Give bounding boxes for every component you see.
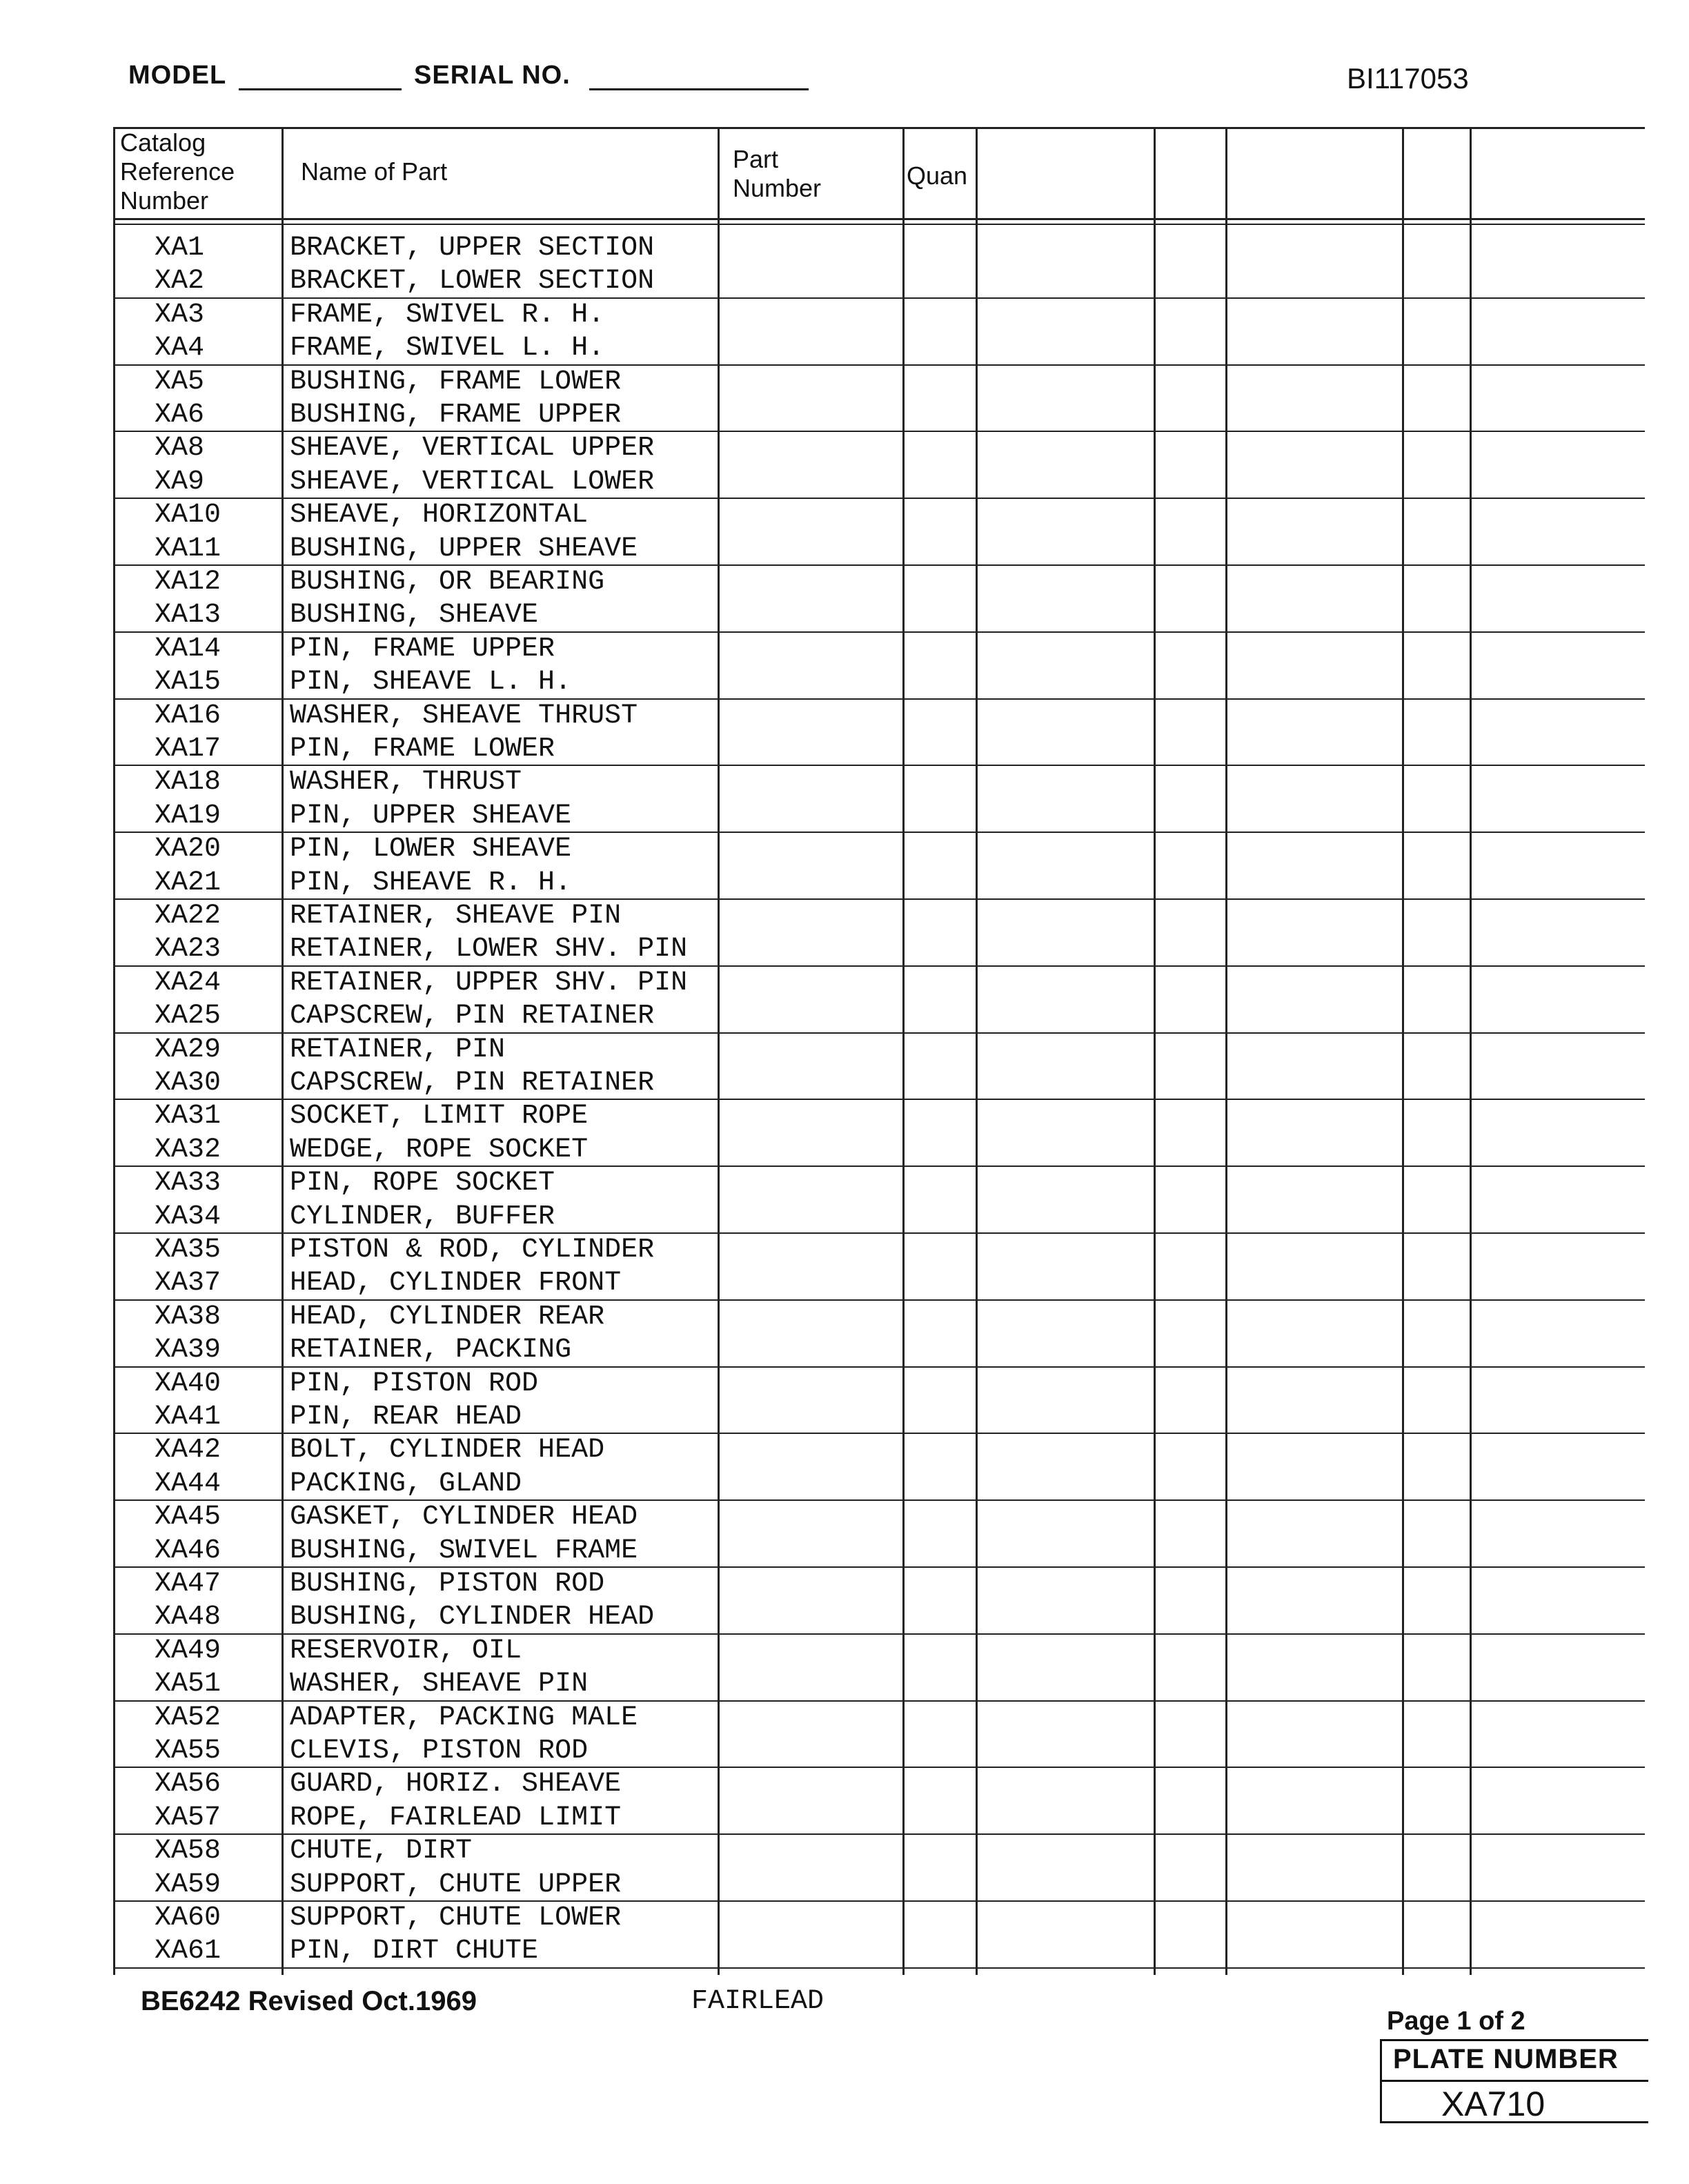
part-name-cell: PIN, FRAME LOWER: [290, 734, 555, 765]
part-name-cell: BUSHING, SHEAVE: [290, 600, 539, 631]
table-row: [113, 466, 803, 499]
part-name-cell: PIN, FRAME UPPER: [290, 633, 555, 665]
part-name-cell: WASHER, SHEAVE PIN: [290, 1669, 589, 1700]
table-row: [113, 1768, 803, 1801]
part-name-cell: BRACKET, LOWER SECTION: [290, 266, 655, 297]
table-row: [113, 733, 803, 766]
catalog-ref-cell: XA10: [155, 500, 221, 531]
column-header-part-number: Part Number: [733, 145, 822, 202]
part-name-cell: RETAINER, PIN: [290, 1034, 506, 1065]
part-name-cell: BUSHING, FRAME UPPER: [290, 400, 622, 431]
plate-number-value: XA710: [1441, 2085, 1545, 2123]
table-row: [113, 666, 803, 699]
column-divider: [1154, 128, 1156, 1975]
table-row: [113, 1902, 803, 1935]
table-row: [113, 833, 803, 866]
part-name-cell: ROPE, FAIRLEAD LIMIT: [290, 1802, 622, 1833]
table-row: [113, 366, 803, 399]
column-header-name-of-part: Name of Part: [301, 157, 448, 186]
table-row: [113, 499, 803, 532]
catalog-ref-cell: XA46: [155, 1535, 221, 1566]
table-row: [113, 1702, 803, 1735]
catalog-ref-cell: XA3: [155, 299, 205, 331]
part-name-cell: BOLT, CYLINDER HEAD: [290, 1435, 605, 1466]
table-row: [113, 1668, 803, 1701]
table-row: [113, 1935, 803, 1968]
catalog-ref-cell: XA11: [155, 533, 221, 564]
part-name-cell: FRAME, SWIVEL R. H.: [290, 299, 605, 331]
catalog-ref-cell: XA25: [155, 1001, 221, 1032]
column-divider: [1470, 128, 1472, 1975]
catalog-ref-cell: XA20: [155, 834, 221, 865]
catalog-ref-cell: XA44: [155, 1468, 221, 1499]
table-row: [113, 265, 803, 298]
catalog-ref-cell: XA57: [155, 1802, 221, 1833]
plate-number-box: [1380, 2039, 1648, 2123]
part-name-cell: SOCKET, LIMIT ROPE: [290, 1101, 589, 1132]
table-row: [113, 1267, 803, 1300]
catalog-ref-cell: XA47: [155, 1568, 221, 1600]
part-name-cell: RESERVOIR, OIL: [290, 1635, 522, 1666]
table-row: [113, 1368, 803, 1401]
table-row: [113, 1835, 803, 1868]
column-header-quantity: Quan: [907, 161, 968, 190]
part-name-cell: BUSHING, FRAME LOWER: [290, 366, 622, 397]
column-divider: [1225, 128, 1227, 1975]
table-row: [113, 1301, 803, 1334]
table-row: [113, 1869, 803, 1902]
catalog-ref-cell: XA32: [155, 1134, 221, 1165]
catalog-ref-cell: XA13: [155, 600, 221, 631]
part-name-cell: PIN, LOWER SHEAVE: [290, 834, 572, 865]
table-row: [113, 399, 803, 432]
part-name-cell: GUARD, HORIZ. SHEAVE: [290, 1769, 622, 1800]
table-row: [113, 800, 803, 833]
catalog-ref-cell: XA29: [155, 1034, 221, 1065]
catalog-ref-cell: XA58: [155, 1836, 221, 1867]
part-name-cell: GASKET, CYLINDER HEAD: [290, 1502, 638, 1533]
table-row: [113, 1568, 803, 1601]
catalog-ref-cell: XA33: [155, 1168, 221, 1199]
part-name-cell: CLEVIS, PISTON ROD: [290, 1735, 589, 1767]
table-row: [113, 633, 803, 666]
part-name-cell: PIN, DIRT CHUTE: [290, 1936, 539, 1967]
table-row: [113, 332, 803, 365]
form-revision: BE6242 Revised Oct.1969: [141, 1986, 477, 2016]
catalog-ref-cell: XA6: [155, 400, 205, 431]
catalog-ref-cell: XA24: [155, 967, 221, 998]
catalog-ref-cell: XA35: [155, 1234, 221, 1266]
model-blank[interactable]: [239, 88, 402, 90]
table-row: [113, 1100, 803, 1133]
catalog-ref-cell: XA21: [155, 867, 221, 898]
table-row: [113, 766, 803, 799]
catalog-ref-cell: XA37: [155, 1268, 221, 1299]
part-name-cell: HEAD, CYLINDER REAR: [290, 1301, 605, 1332]
table-row: [113, 566, 803, 599]
part-name-cell: PIN, SHEAVE R. H.: [290, 867, 572, 898]
table-row: [113, 1802, 803, 1835]
part-name-cell: PIN, ROPE SOCKET: [290, 1168, 555, 1199]
table-row: [113, 299, 803, 332]
part-name-cell: PISTON & ROD, CYLINDER: [290, 1234, 655, 1266]
catalog-ref-cell: XA19: [155, 800, 221, 832]
table-row: [113, 867, 803, 900]
part-name-cell: RETAINER, PACKING: [290, 1335, 572, 1366]
catalog-ref-cell: XA9: [155, 466, 205, 498]
column-divider: [976, 128, 978, 1975]
catalog-ref-cell: XA34: [155, 1201, 221, 1232]
catalog-ref-cell: XA15: [155, 667, 221, 698]
catalog-ref-cell: XA45: [155, 1502, 221, 1533]
table-row: [113, 1601, 803, 1634]
part-name-cell: WASHER, SHEAVE THRUST: [290, 700, 638, 731]
part-name-cell: RETAINER, SHEAVE PIN: [290, 901, 622, 932]
catalog-ref-cell: XA31: [155, 1101, 221, 1132]
catalog-ref-cell: XA14: [155, 633, 221, 665]
part-name-cell: BUSHING, OR BEARING: [290, 567, 605, 598]
part-name-cell: FRAME, SWIVEL L. H.: [290, 333, 605, 364]
table-row: [113, 700, 803, 733]
table-row: [113, 1468, 803, 1501]
catalog-ref-cell: XA30: [155, 1068, 221, 1099]
part-name-cell: RETAINER, UPPER SHV. PIN: [290, 967, 688, 998]
table-row: [113, 1535, 803, 1568]
catalog-ref-cell: XA22: [155, 901, 221, 932]
table-row: [113, 1000, 803, 1033]
plate-box-divider: [1382, 2080, 1648, 2082]
catalog-ref-cell: XA4: [155, 333, 205, 364]
catalog-ref-cell: XA18: [155, 767, 221, 798]
part-name-cell: PIN, PISTON ROD: [290, 1368, 539, 1399]
document-title: FAIRLEAD: [691, 1986, 824, 2017]
catalog-ref-cell: XA52: [155, 1702, 221, 1733]
part-name-cell: WEDGE, ROPE SOCKET: [290, 1134, 589, 1165]
catalog-ref-cell: XA48: [155, 1602, 221, 1633]
plate-number-label: PLATE NUMBER: [1393, 2044, 1619, 2074]
catalog-ref-cell: XA61: [155, 1936, 221, 1967]
catalog-ref-cell: XA51: [155, 1669, 221, 1700]
document-id: BI117053: [1347, 62, 1469, 95]
table-row: [113, 967, 803, 1000]
part-name-cell: BRACKET, UPPER SECTION: [290, 233, 655, 264]
catalog-ref-cell: XA41: [155, 1401, 221, 1433]
part-name-cell: PIN, SHEAVE L. H.: [290, 667, 572, 698]
part-name-cell: BUSHING, SWIVEL FRAME: [290, 1535, 638, 1566]
part-name-cell: ADAPTER, PACKING MALE: [290, 1702, 638, 1733]
catalog-ref-cell: XA55: [155, 1735, 221, 1767]
part-name-cell: PIN, UPPER SHEAVE: [290, 800, 572, 832]
table-row: [113, 1067, 803, 1100]
table-row: [113, 599, 803, 632]
table-row: [113, 1201, 803, 1234]
table-row: [113, 1401, 803, 1434]
serial-blank[interactable]: [589, 88, 809, 90]
table-row: [113, 1735, 803, 1768]
table-row: [113, 1501, 803, 1534]
catalog-ref-cell: XA59: [155, 1869, 221, 1900]
page-indicator: Page 1 of 2: [1387, 2007, 1525, 2036]
table-border-top: [113, 127, 1645, 129]
table-row: [113, 232, 803, 265]
part-name-cell: PIN, REAR HEAD: [290, 1401, 522, 1433]
column-divider: [1402, 128, 1404, 1975]
table-row: [113, 1434, 803, 1467]
part-name-cell: SHEAVE, VERTICAL LOWER: [290, 466, 655, 498]
catalog-ref-cell: XA56: [155, 1769, 221, 1800]
catalog-ref-cell: XA12: [155, 567, 221, 598]
catalog-ref-cell: XA1: [155, 233, 205, 264]
header-rule: [113, 224, 1645, 225]
catalog-ref-cell: XA38: [155, 1301, 221, 1332]
part-name-cell: BUSHING, UPPER SHEAVE: [290, 533, 638, 564]
serial-label: SERIAL NO.: [414, 61, 571, 90]
part-name-cell: CAPSCREW, PIN RETAINER: [290, 1001, 655, 1032]
part-name-cell: RETAINER, LOWER SHV. PIN: [290, 934, 688, 965]
catalog-ref-cell: XA39: [155, 1335, 221, 1366]
part-name-cell: CYLINDER, BUFFER: [290, 1201, 555, 1232]
catalog-ref-cell: XA49: [155, 1635, 221, 1666]
table-row: [113, 1635, 803, 1668]
header-rule: [113, 218, 1645, 220]
table-row: [113, 1334, 803, 1367]
part-name-cell: BUSHING, CYLINDER HEAD: [290, 1602, 655, 1633]
part-name-cell: HEAD, CYLINDER FRONT: [290, 1268, 622, 1299]
catalog-ref-cell: XA8: [155, 433, 205, 464]
catalog-ref-cell: XA42: [155, 1435, 221, 1466]
table-row: [113, 1034, 803, 1067]
table-row: [113, 432, 803, 465]
table-row: [113, 933, 803, 966]
part-name-cell: SUPPORT, CHUTE UPPER: [290, 1869, 622, 1900]
catalog-ref-cell: XA23: [155, 934, 221, 965]
model-label: MODEL: [128, 61, 227, 90]
part-name-cell: SUPPORT, CHUTE LOWER: [290, 1902, 622, 1934]
column-divider: [902, 128, 905, 1975]
table-row: [113, 1134, 803, 1167]
table-row: [113, 1234, 803, 1267]
part-name-cell: BUSHING, PISTON ROD: [290, 1568, 605, 1600]
table-row: [113, 1167, 803, 1200]
catalog-ref-cell: XA40: [155, 1368, 221, 1399]
catalog-ref-cell: XA16: [155, 700, 221, 731]
part-name-cell: SHEAVE, VERTICAL UPPER: [290, 433, 655, 464]
catalog-ref-cell: XA2: [155, 266, 205, 297]
catalog-ref-cell: XA5: [155, 366, 205, 397]
part-name-cell: SHEAVE, HORIZONTAL: [290, 500, 589, 531]
part-name-cell: CAPSCREW, PIN RETAINER: [290, 1068, 655, 1099]
part-name-cell: WASHER, THRUST: [290, 767, 522, 798]
table-row: [113, 900, 803, 933]
catalog-ref-cell: XA60: [155, 1902, 221, 1934]
table-row: [113, 533, 803, 566]
part-name-cell: CHUTE, DIRT: [290, 1836, 473, 1867]
column-header-catalog-ref: Catalog Reference Number: [120, 128, 235, 215]
catalog-ref-cell: XA17: [155, 734, 221, 765]
part-name-cell: PACKING, GLAND: [290, 1468, 522, 1499]
